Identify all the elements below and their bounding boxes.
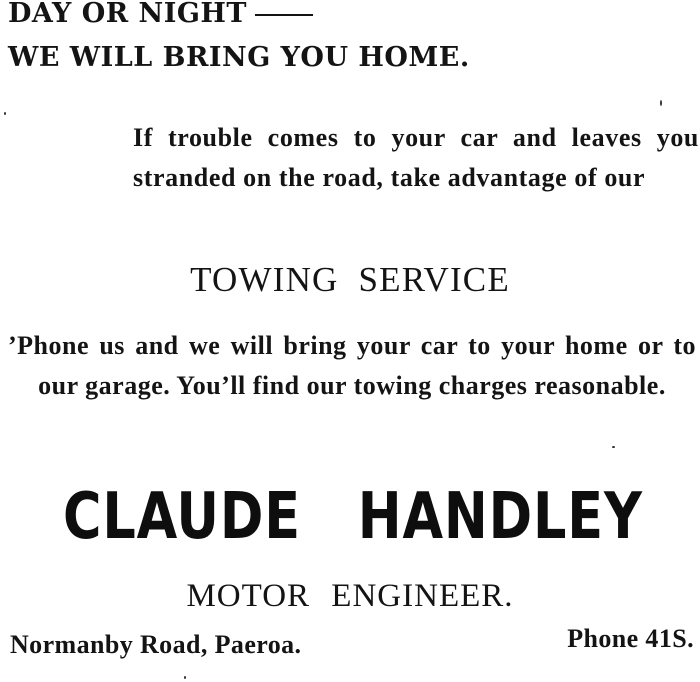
intro-paragraph: If trouble comes to your car and leaves you stranded on the road, take advantage of our [133, 123, 699, 192]
headline-line-1 [8, 0, 313, 29]
print-speck [184, 676, 186, 679]
headline-text: DAY OR NIGHT [8, 0, 248, 29]
body-paragraph: ’Phone us and we will bring your car to your home or to our garage. You’ll find our towing charges reasonable. [8, 331, 696, 400]
business-address: Normanby Road, Paeroa. [10, 630, 302, 659]
business-title: MOTOR ENGINEER. [186, 578, 514, 614]
print-speck [4, 112, 6, 115]
business-phone: Phone 41S. [567, 624, 694, 653]
service-heading: TOWING SERVICE [190, 260, 510, 299]
headline-line-2: WE WILL BRING YOU HOME. [8, 42, 470, 73]
business-name: CLAUDE HANDLEY [63, 480, 643, 554]
print-speck [660, 100, 662, 106]
dash-rule [255, 14, 313, 16]
print-speck [612, 446, 615, 448]
